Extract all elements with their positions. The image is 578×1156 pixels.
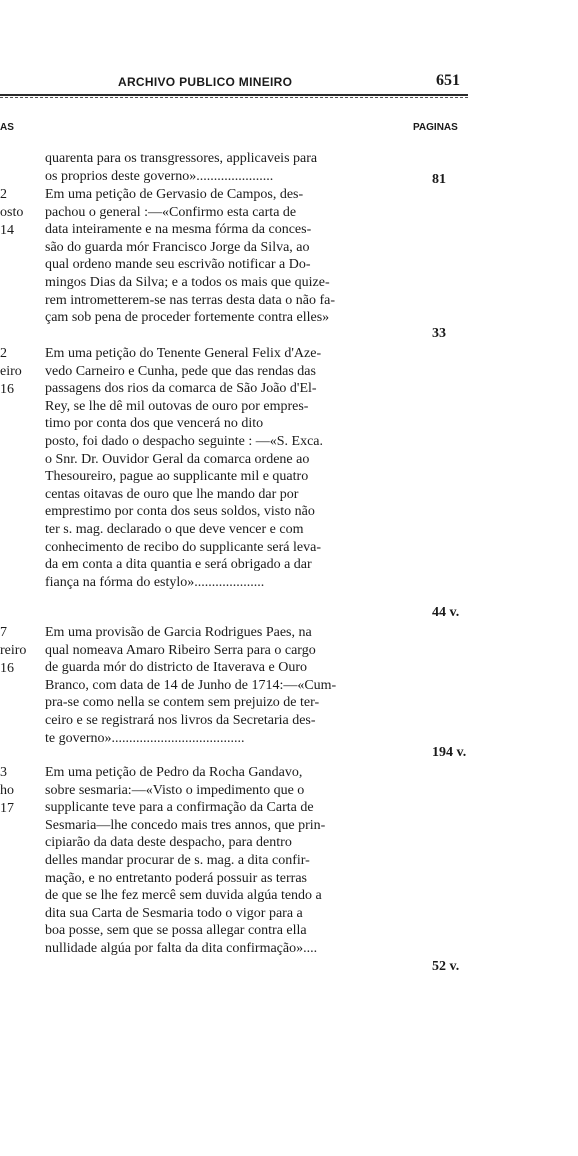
margin-line: 2 [0,187,7,202]
page-reference: 52 v. [432,959,460,974]
text-line: mação, e no entretanto poderá possuir as terras [45,870,308,886]
text-line: Rey, se lhe dê mil outovas de ouro por empres- [45,398,309,414]
text-line: pra-se como nella se contem sem prejuizo de ter- [45,695,320,711]
page-reference: 33 [432,326,446,341]
text-line: timo por conta dos que vencerá no dito [45,416,264,432]
text-line: vedo Carneiro e Cunha, pede que das rendas das [45,363,316,379]
text-line: nullidade algúa por falta da dita confirmação».... [45,940,318,956]
text-line: dita sua Carta de Sesmaria todo o vigor para a [45,905,303,921]
text-line: ceiro e se registrará nos livros da Secretaria des- [45,712,316,728]
margin-line: reiro [0,643,27,658]
entry-text [45,345,398,591]
entry-margin-date [0,624,30,678]
text-line: Branco, com data de 14 de Junho de 1714:—«Cum- [45,677,337,693]
margin-line: 14 [0,223,14,238]
entry-text [45,186,398,327]
page-reference: 194 v. [432,745,467,760]
text-line: o Snr. Dr. Ouvidor Geral da comarca ordene ao [45,451,310,467]
text-line: posto, foi dado o despacho seguinte : —«S. Exca. [45,433,324,449]
text-line: são do guarda mór Francisco Jorge da Silva, ao [45,239,310,255]
page-reference: 44 v. [432,605,460,620]
text-line: Thesoureiro, pague ao supplicante mil e quatro [45,469,309,485]
text-line: qual ordeno mande seu escrivão notificar a Do- [45,257,311,273]
text-line: Em uma petição de Gervasio de Campos, des- [45,187,304,202]
text-line: de que se lhe fez mercê sem duvida algúa tendo a [45,888,322,904]
text-line: çam sob pena de proceder fortemente contra elles» [45,310,330,326]
text-line: os proprios deste governo»...................... [45,168,274,184]
text-line: pachou o general :—«Confirmo esta carta de [45,204,297,220]
text-line: te governo»...................................... [45,730,245,746]
left-column-heading: AS [0,122,14,133]
margin-line: osto [0,205,24,220]
margin-line: 16 [0,382,14,397]
margin-line: 17 [0,801,14,816]
text-line: supplicante teve para a confirmação da Carta de [45,800,314,816]
page-number: 651 [436,72,460,89]
text-line: conhecimento de recibo do supplicante será leva- [45,539,321,555]
running-header-title: ARCHIVO PUBLICO MINEIRO [118,75,293,89]
margin-line: eiro [0,364,22,379]
text-line: quarenta para os transgressores, applicaveis para [45,151,318,166]
text-line: delles mandar procurar de s. mag. a dita confir- [45,852,310,868]
margin-line: 16 [0,661,14,676]
header-rule-ornament [0,97,468,98]
text-line: Em uma provisão de Garcia Rodrigues Paes, na [45,625,312,640]
margin-line: 2 [0,346,7,361]
text-line: cipiarão da data deste despacho, para dentro [45,835,292,851]
entry-text [45,764,398,958]
text-line: Em uma petição de Pedro da Rocha Gandavo, [45,765,303,780]
entry-text [45,150,398,185]
text-line: qual nomeava Amaro Ribeiro Serra para o cargo [45,642,316,658]
margin-line: 3 [0,765,7,780]
entry-text [45,624,398,747]
text-line: de guarda mór do districto de Itaverava e Ouro [45,660,308,676]
text-line: centas oitavas de ouro que lhe mando dar por [45,486,299,502]
right-column-heading: PAGINAS [413,122,458,133]
text-line: sobre sesmaria:—«Visto o impedimento que o [45,782,305,798]
entry-margin-date [0,764,30,818]
text-line: passagens dos rios da comarca de São João d'El- [45,381,317,397]
entry-margin-date [0,186,30,240]
text-line: data inteiramente e na mesma fórma da conces- [45,222,312,238]
text-line: Sesmaria—lhe concedo mais tres annos, que prin- [45,817,326,833]
text-line: Em uma petição do Tenente General Felix d'Aze- [45,346,322,361]
text-line: mingos Dias da Silva; e a todos os mais que quize- [45,274,330,290]
text-line: emprestimo por conta dos seus soldos, visto não [45,504,315,520]
text-line: fiança na fórma do estylo».................... [45,574,265,590]
entry-margin-date [0,345,30,399]
text-line: da em conta a dita quantia e será obrigado a dar [45,557,312,573]
header-rule [0,94,468,96]
text-line: rem intrometterem-se nas terras desta data o não fa- [45,292,335,308]
margin-line: 7 [0,625,7,640]
page-reference: 81 [432,172,446,187]
text-line: boa posse, sem que se possa allegar contra ella [45,923,307,939]
text-line: ter s. mag. declarado o que deve vencer e com [45,521,304,537]
margin-line: ho [0,783,14,798]
